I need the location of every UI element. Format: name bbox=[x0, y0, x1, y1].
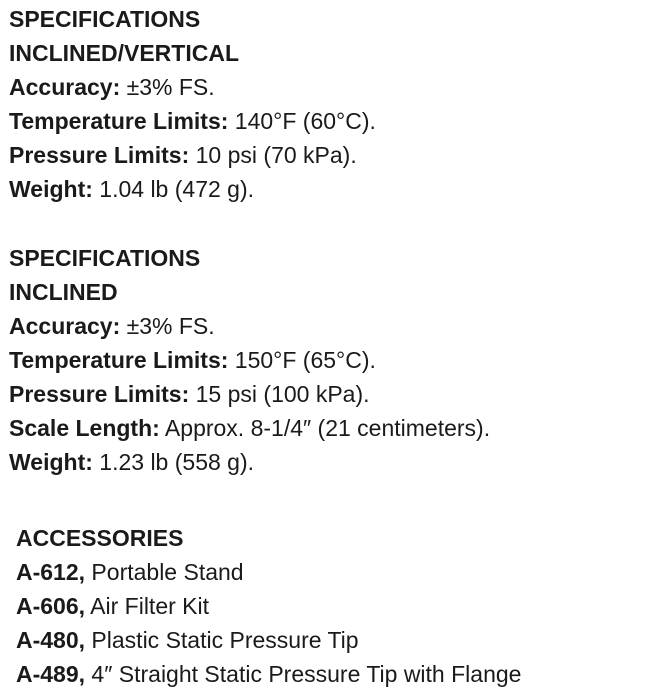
spec-label: Weight: bbox=[9, 449, 93, 475]
spec-value: ±3% FS. bbox=[120, 313, 215, 339]
spec-label: Pressure Limits: bbox=[9, 142, 190, 168]
spec-row-temperature-limits bbox=[9, 104, 376, 138]
accessory-part-number: A-480, bbox=[16, 627, 86, 653]
spec-value: ±3% FS. bbox=[120, 74, 215, 100]
accessory-item bbox=[16, 657, 521, 691]
spec-value: 140°F (60°C). bbox=[228, 108, 376, 134]
spec-value: Approx. 8-1/4″ (21 centimeters). bbox=[159, 415, 491, 441]
section-heading: SPECIFICATIONS bbox=[9, 6, 201, 32]
spec-row-temperature-limits bbox=[9, 343, 490, 377]
spec-label: Pressure Limits: bbox=[9, 381, 190, 407]
accessory-item bbox=[16, 555, 521, 589]
accessory-part-number: A-606, bbox=[16, 593, 86, 619]
accessories-section bbox=[16, 521, 521, 691]
specifications-inclined-vertical-section bbox=[9, 2, 376, 206]
specifications-inclined-section bbox=[9, 241, 490, 479]
spec-value: 1.04 lb (472 g). bbox=[92, 176, 255, 202]
accessory-description: Plastic Static Pressure Tip bbox=[85, 627, 359, 653]
spec-value: 15 psi (100 kPa). bbox=[189, 381, 370, 407]
spec-row-weight bbox=[9, 445, 490, 479]
spec-value: 10 psi (70 kPa). bbox=[189, 142, 357, 168]
spec-row-pressure-limits bbox=[9, 138, 376, 172]
accessory-item bbox=[16, 589, 521, 623]
accessory-description: Portable Stand bbox=[85, 559, 244, 585]
section-heading: ACCESSORIES bbox=[16, 525, 184, 551]
spec-label: Scale Length: bbox=[9, 415, 160, 441]
accessory-description: 4″ Straight Static Pressure Tip with Flange bbox=[85, 661, 522, 687]
spec-label: Accuracy: bbox=[9, 313, 121, 339]
section-subheading: INCLINED bbox=[9, 279, 118, 305]
accessory-item bbox=[16, 623, 521, 657]
spec-label: Temperature Limits: bbox=[9, 347, 229, 373]
spec-row-accuracy bbox=[9, 70, 376, 104]
spec-label: Temperature Limits: bbox=[9, 108, 229, 134]
spec-value: 1.23 lb (558 g). bbox=[92, 449, 255, 475]
spec-value: 150°F (65°C). bbox=[228, 347, 376, 373]
spec-row-weight bbox=[9, 172, 376, 206]
accessory-part-number: A-612, bbox=[16, 559, 86, 585]
accessory-part-number: A-489, bbox=[16, 661, 86, 687]
section-subheading: INCLINED/VERTICAL bbox=[9, 40, 239, 66]
spec-label: Accuracy: bbox=[9, 74, 121, 100]
spec-row-accuracy bbox=[9, 309, 490, 343]
spec-label: Weight: bbox=[9, 176, 93, 202]
spec-row-pressure-limits bbox=[9, 377, 490, 411]
spec-row-scale-length bbox=[9, 411, 490, 445]
accessory-description: Air Filter Kit bbox=[85, 593, 210, 619]
section-heading: SPECIFICATIONS bbox=[9, 245, 201, 271]
